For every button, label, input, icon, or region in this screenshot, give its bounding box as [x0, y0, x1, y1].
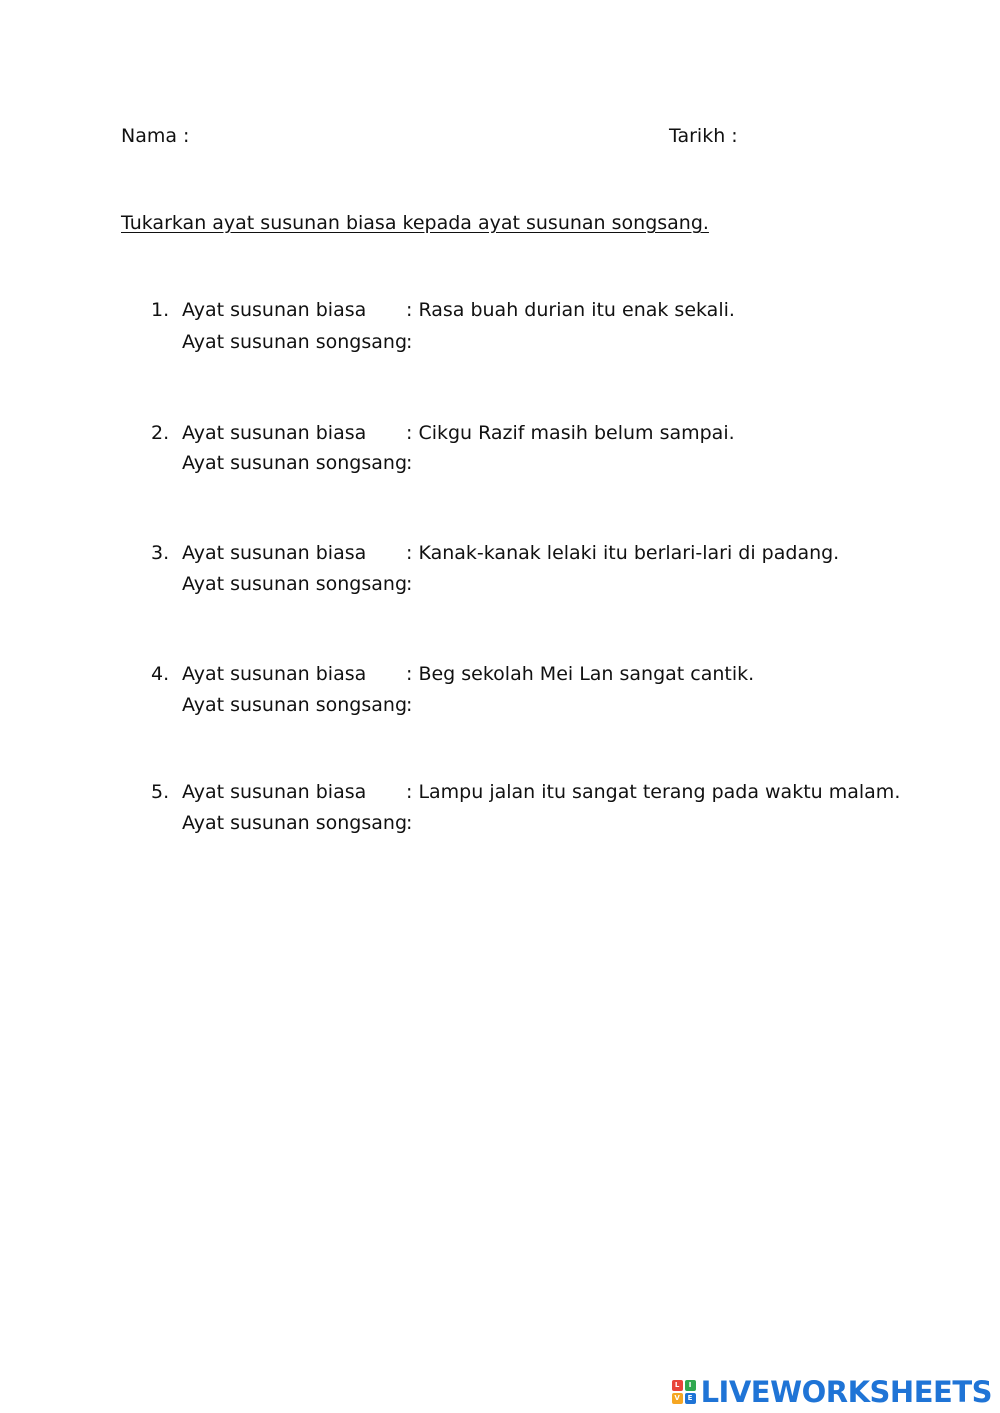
question-number: 3. — [151, 542, 170, 564]
normal-sentence-label: Ayat susunan biasa — [182, 781, 367, 803]
inverted-sentence-label: Ayat susunan songsang — [182, 694, 408, 716]
normal-sentence-text: : Beg sekolah Mei Lan sangat cantik. — [406, 663, 755, 685]
inverted-sentence-label: Ayat susunan songsang — [182, 812, 408, 834]
inverted-sentence-label: Ayat susunan songsang — [182, 573, 408, 595]
normal-sentence-text: : Rasa buah durian itu enak sekali. — [406, 299, 735, 321]
inverted-sentence-colon: : — [406, 812, 413, 834]
logo-letter: I — [685, 1380, 696, 1391]
logo-letter: L — [672, 1380, 683, 1391]
logo-mark-icon — [672, 1380, 696, 1404]
normal-sentence-label: Ayat susunan biasa — [182, 299, 367, 321]
logo-letter: E — [685, 1393, 696, 1404]
inverted-sentence-colon: : — [406, 573, 413, 595]
inverted-sentence-label: Ayat susunan songsang — [182, 331, 408, 353]
question-number: 2. — [151, 422, 170, 444]
normal-sentence-text: : Cikgu Razif masih belum sampai. — [406, 422, 735, 444]
inverted-sentence-colon: : — [406, 331, 413, 353]
normal-sentence-text: : Lampu jalan itu sangat terang pada waktu malam. — [406, 781, 901, 803]
question-number: 1. — [151, 299, 170, 321]
instruction-heading: Tukarkan ayat susunan biasa kepada ayat susunan songsang. — [121, 212, 709, 234]
logo-text: LIVEWORKSHEETS — [700, 1375, 992, 1409]
inverted-sentence-label: Ayat susunan songsang — [182, 452, 408, 474]
date-label: Tarikh : — [669, 125, 738, 147]
question-number: 5. — [151, 781, 170, 803]
logo-letter: V — [672, 1393, 683, 1404]
normal-sentence-text: : Kanak-kanak lelaki itu berlari-lari di padang. — [406, 542, 840, 564]
inverted-sentence-colon: : — [406, 452, 413, 474]
normal-sentence-label: Ayat susunan biasa — [182, 542, 367, 564]
normal-sentence-label: Ayat susunan biasa — [182, 663, 367, 685]
name-label: Nama : — [121, 125, 190, 147]
normal-sentence-label: Ayat susunan biasa — [182, 422, 367, 444]
question-number: 4. — [151, 663, 170, 685]
liveworksheets-logo — [672, 1375, 992, 1409]
inverted-sentence-colon: : — [406, 694, 413, 716]
